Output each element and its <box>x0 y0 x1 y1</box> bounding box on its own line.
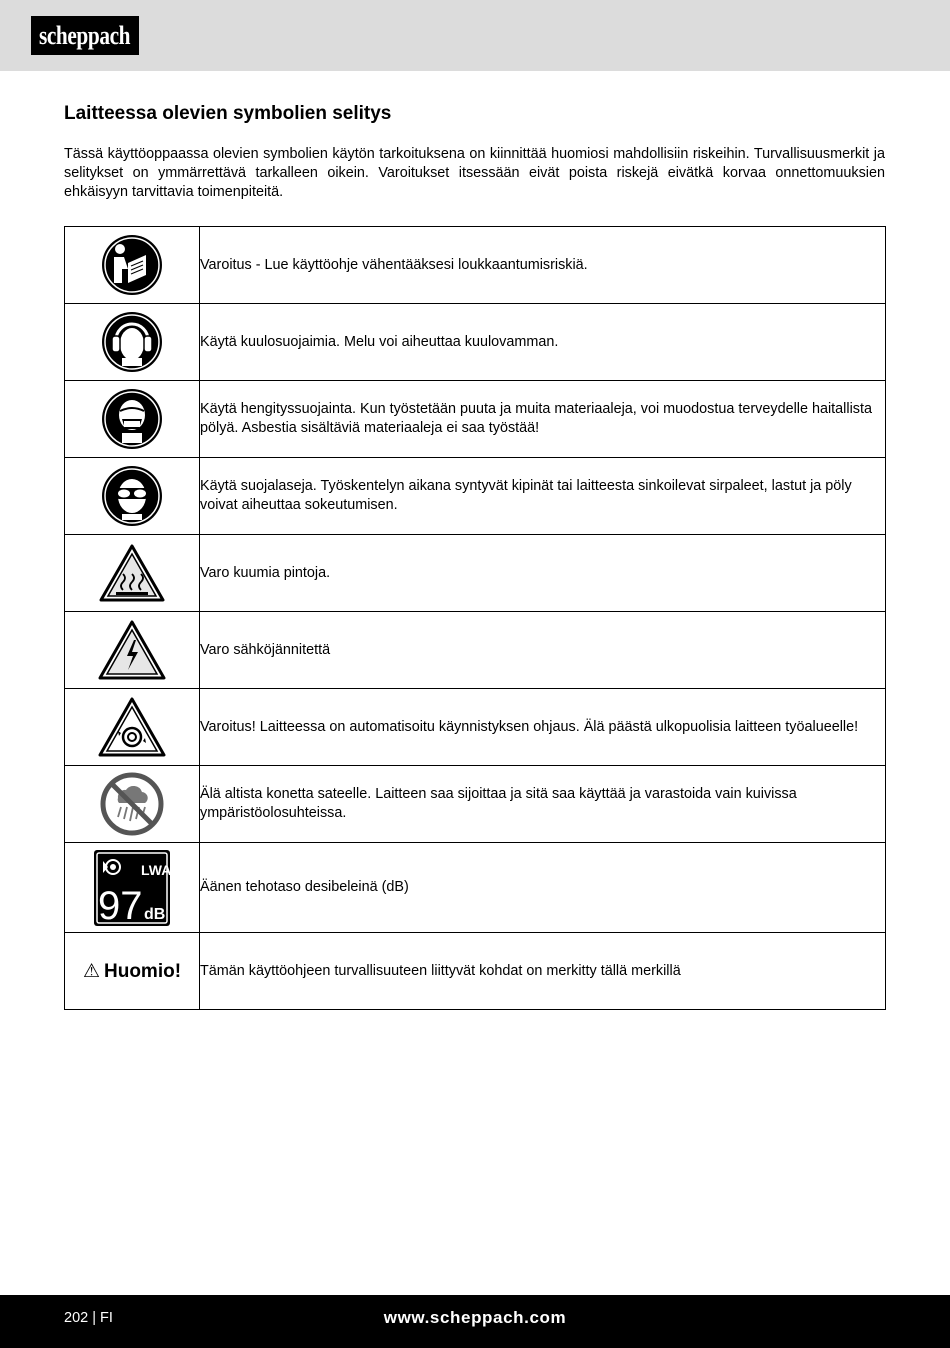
ear-protection-icon <box>100 310 164 374</box>
symbol-description: Varo sähköjännitettä <box>200 612 886 689</box>
hot-surface-icon <box>99 544 165 602</box>
symbol-description: Varo kuumia pintoja. <box>200 535 886 612</box>
website-link[interactable]: www.scheppach.com <box>383 1308 567 1327</box>
table-row <box>65 933 886 1010</box>
db-value: 97 <box>98 883 143 927</box>
symbol-description: Tämän käyttöohjeen turvallisuuteen liittyvät kohdat on merkitty tällä merkillä <box>200 933 886 1010</box>
table-row <box>65 689 886 766</box>
symbol-description: Varoitus! Laitteessa on automatisoitu käynnistyksen ohjaus. Älä päästä ulkopuolisia laitteen työalueelle! <box>200 689 886 766</box>
lwa-label: LWA <box>141 861 171 878</box>
symbol-description: Älä altista konetta sateelle. Laitteen saa sijoittaa ja sitä saa käyttää ja varastoida vain kuivissa ympäristöolosuhteissa. <box>200 766 886 843</box>
respirator-icon <box>100 387 164 451</box>
symbol-description: Äänen tehotaso desibeleinä (dB) <box>200 843 886 933</box>
table-row <box>65 612 886 689</box>
symbol-description: Käytä suojalaseja. Työskentelyn aikana syntyvät kipinät tai laitteesta sinkoilevat sirpaleet, lastut ja pöly voivat aiheuttaa sokeutumisen. <box>200 458 886 535</box>
sound-power-icon <box>93 849 171 927</box>
table-row <box>65 535 886 612</box>
intro-paragraph: Tässä käyttöoppaassa olevien symbolien käytön tarkoituksena on kiinnittää huomiosi mahdollisiin riskeihin. Turvallisuusmerkit ja selitykset on ymmärrettävä tarkalleen oikein. Varoitukset itsessään eivät poista riskejä eivätkä korvaa onnettomuuksien ehkäisyyn tarvittavia toimenpiteitä. <box>64 146 885 200</box>
read-manual-icon <box>100 233 164 297</box>
db-unit: dB <box>144 905 166 923</box>
table-row <box>65 766 886 843</box>
symbol-table <box>64 226 886 1010</box>
warning-triangle-icon: ⚠ <box>82 960 100 982</box>
table-row <box>65 458 886 535</box>
table-row <box>65 381 886 458</box>
symbol-description: Käytä hengityssuojainta. Kun työstetään puuta ja muita materiaaleja, voi muodostua terveydelle haitallista pölyä. Asbestia sisältäviä materiaaleja ei saa työstää! <box>200 381 886 458</box>
table-row <box>65 304 886 381</box>
huomio-label: ⚠ Huomio! <box>82 960 182 982</box>
scheppach-logo: scheppach <box>31 16 139 55</box>
page-number: 202 | FI <box>64 1310 113 1326</box>
table-row <box>65 843 886 933</box>
header-band <box>0 0 950 71</box>
no-rain-icon <box>99 771 165 837</box>
high-voltage-icon <box>98 620 166 680</box>
safety-goggles-icon <box>100 464 164 528</box>
symbol-description: Varoitus - Lue käyttöohje vähentääksesi loukkaantumisriskiä. <box>200 227 886 304</box>
page-title: Laitteessa olevien symbolien selitys <box>64 103 392 124</box>
automatic-start-icon <box>98 697 166 757</box>
symbol-description: Käytä kuulosuojaimia. Melu voi aiheuttaa kuulovamman. <box>200 304 886 381</box>
table-row <box>65 227 886 304</box>
